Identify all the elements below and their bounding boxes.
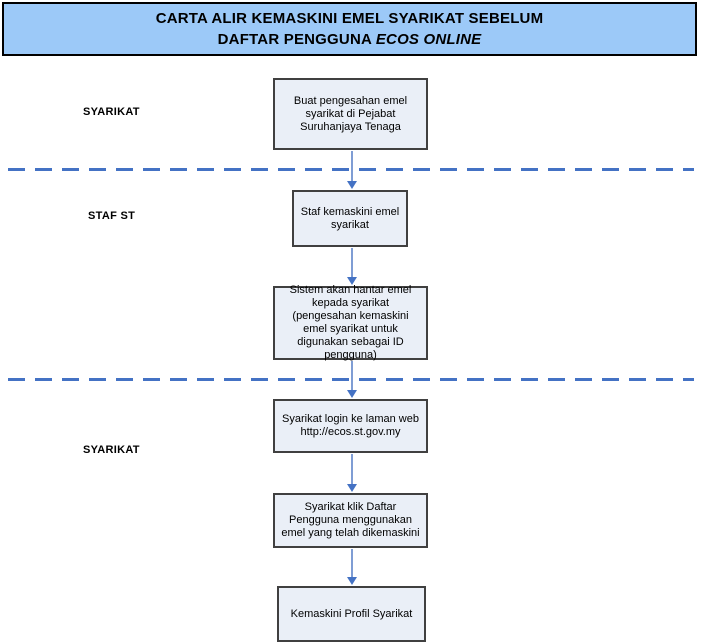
flowchart-title-banner (2, 2, 697, 56)
arrow-head-icon (347, 181, 357, 189)
flow-box-pengesahan-emel: Buat pengesahan emel syarikat di Pejabat Suruhanjaya Tenaga (273, 78, 428, 150)
flow-box-sistem-hantar-emel: Sistem akan hantar emel kepada syarikat (pengesahan kemaskini emel syarikat untuk digunakan sebagai ID pengguna) (273, 286, 428, 360)
arrow-shaft (351, 248, 353, 279)
arrow-shaft (351, 151, 353, 183)
flow-arrow-2 (347, 248, 357, 285)
arrow-head-icon (347, 484, 357, 492)
flow-box-daftar-pengguna: Syarikat klik Daftar Pengguna menggunakan emel yang telah dikemaskini (273, 493, 428, 548)
title-line-1-text: CARTA ALIR KEMASKINI EMEL SYARIKAT SEBELUM (155, 10, 544, 27)
title-line-1 (156, 8, 544, 29)
lane-label-staf-st: STAF ST (88, 210, 136, 222)
arrow-shaft (351, 549, 353, 579)
flow-box-kemaskini-profil: Kemaskini Profil Syarikat (277, 586, 426, 642)
arrow-shaft (351, 454, 353, 486)
arrow-head-icon (347, 390, 357, 398)
flow-box-staf-kemaskini: Staf kemaskini emel syarikat (292, 190, 408, 247)
lane-label-syarikat-bottom: SYARIKAT (83, 444, 140, 456)
lane-label-syarikat-top: SYARIKAT (83, 106, 140, 118)
flow-arrow-5 (347, 549, 357, 585)
arrow-head-icon (347, 577, 357, 585)
flow-box-syarikat-login: Syarikat login ke laman web http://ecos.st.gov.my (273, 399, 428, 453)
flow-arrow-3 (347, 361, 357, 398)
arrow-shaft (351, 361, 353, 392)
title-line-2-prefix: DAFTAR PENGGUNA (217, 31, 376, 48)
title-line-2-italic: ECOS ONLINE (375, 31, 482, 48)
flow-arrow-4 (347, 454, 357, 492)
flow-arrow-1 (347, 151, 357, 189)
title-line-2 (218, 29, 482, 50)
arrow-head-icon (347, 277, 357, 285)
